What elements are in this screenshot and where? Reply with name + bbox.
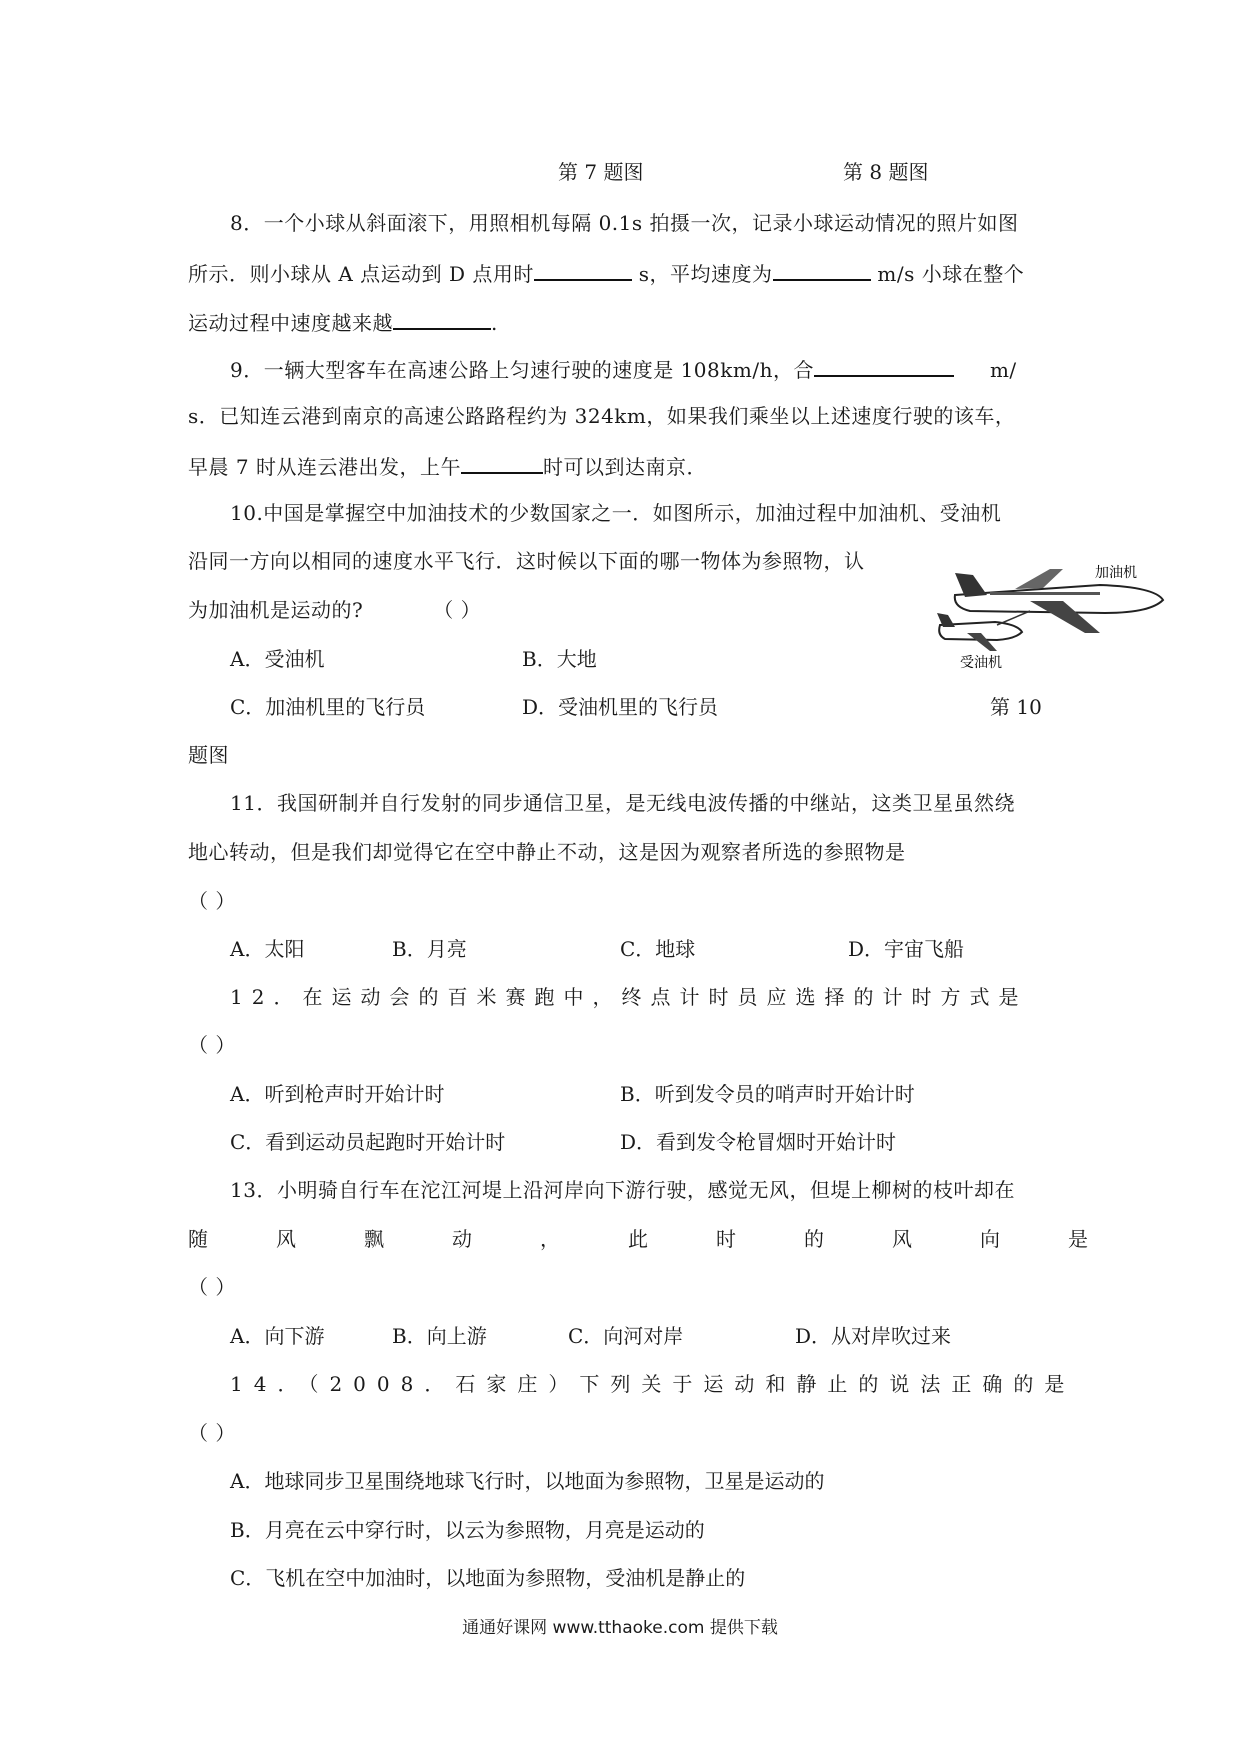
- q11-line-2: 地心转动，但是我们却觉得它在空中静止不动，这是因为观察者所选的参照物是: [188, 840, 906, 864]
- answer-parentheses: （ ）: [433, 598, 482, 622]
- receiver-plane-icon: [937, 611, 1030, 651]
- answer-parentheses: （ ）: [188, 1033, 236, 1057]
- q11-option-c[interactable]: C．地球: [620, 937, 696, 961]
- figure-10-caption-part-1: 第 10: [990, 695, 1042, 719]
- q13-option-d[interactable]: D．从对岸吹过来: [795, 1324, 952, 1348]
- q12-option-a[interactable]: A．听到枪声时开始计时: [230, 1082, 445, 1106]
- figure-10-caption-part-2: 题图: [188, 743, 229, 767]
- q11-option-d[interactable]: D．宇宙飞船: [848, 937, 965, 961]
- q10-line-2: 沿同一方向以相同的速度水平飞行．这时候以下面的哪一物体为参照物，认: [188, 549, 865, 573]
- answer-blank: [534, 257, 632, 281]
- answer-parentheses: （ ）: [188, 889, 236, 913]
- answer-parentheses: （ ）: [188, 1275, 236, 1299]
- q9-line-3: 早晨 7 时从连云港出发，上午 时可以到达南京．: [188, 450, 1048, 482]
- q8-line-3: 运动过程中速度越来越 .: [188, 306, 1048, 338]
- q9-line-1: 9．一辆大型客车在高速公路上匀速行驶的速度是 108km/h，合 m/: [230, 353, 1048, 385]
- q10-line-1: 10.中国是掌握空中加油技术的少数国家之一．如图所示，加油过程中加油机、受油机: [230, 501, 1002, 525]
- q10-option-a[interactable]: A．受油机: [230, 647, 325, 671]
- q10-option-c[interactable]: C．加油机里的飞行员: [230, 695, 426, 719]
- q13-line-1: 13．小明骑自行车在沱江河堤上沿河岸向下游行驶，感觉无风，但堤上柳树的枝叶却在: [230, 1178, 1015, 1202]
- q12-line-1: 12．在运动会的百米赛跑中，终点计时员应选择的计时方式是: [230, 985, 1028, 1009]
- figure-7-caption: 第 7 题图: [558, 160, 644, 184]
- answer-blank: [814, 353, 954, 377]
- q14-line-1: 14．（2008．石家庄）下列关于运动和静止的说法正确的是: [230, 1372, 1076, 1396]
- q14-option-b[interactable]: B．月亮在云中穿行时，以云为参照物，月亮是运动的: [230, 1518, 705, 1542]
- refueling-aircraft-figure: [935, 555, 1175, 675]
- q13-option-b[interactable]: B．向上游: [392, 1324, 487, 1348]
- q10-option-b[interactable]: B．大地: [522, 647, 597, 671]
- q13-line-2: 随风飘动，此时的风向是: [188, 1227, 1156, 1251]
- q10-option-d[interactable]: D．受油机里的飞行员: [522, 695, 719, 719]
- q12-option-c[interactable]: C．看到运动员起跑时开始计时: [230, 1130, 506, 1154]
- page-footer: 通通好课网 www.tthaoke.com 提供下载: [462, 1618, 778, 1638]
- answer-blank: [461, 450, 543, 474]
- q10-line-3: 为加油机是运动的? （ ）: [188, 598, 482, 622]
- tanker-label: 加油机: [1095, 565, 1137, 581]
- q8-line-1: 8．一个小球从斜面滚下，用照相机每隔 0.1s 拍摄一次，记录小球运动情况的照片如图: [230, 211, 1019, 235]
- answer-parentheses: （ ）: [188, 1421, 236, 1445]
- answer-blank: [393, 306, 491, 330]
- receiver-label: 受油机: [960, 655, 1002, 671]
- q11-option-a[interactable]: A．太阳: [230, 937, 305, 961]
- q8-line-2: 所示．则小球从 A 点运动到 D 点用时 s，平均速度为 m/s 小球在整个: [188, 257, 1048, 289]
- q11-line-1: 11．我国研制并自行发射的同步通信卫星，是无线电波传播的中继站，这类卫星虽然绕: [230, 791, 1015, 815]
- q12-option-b[interactable]: B．听到发令员的哨声时开始计时: [620, 1082, 915, 1106]
- q11-option-b[interactable]: B．月亮: [392, 937, 467, 961]
- q14-option-c[interactable]: C．飞机在空中加油时，以地面为参照物，受油机是静止的: [230, 1566, 746, 1590]
- q12-option-d[interactable]: D．看到发令枪冒烟时开始计时: [620, 1130, 897, 1154]
- q13-option-c[interactable]: C．向河对岸: [568, 1324, 684, 1348]
- answer-blank: [773, 257, 871, 281]
- q9-line-2: s．已知连云港到南京的高速公路路程约为 324km，如果我们乘坐以上述速度行驶的该车，: [188, 404, 1016, 428]
- q13-option-a[interactable]: A．向下游: [230, 1324, 325, 1348]
- q14-option-a[interactable]: A．地球同步卫星围绕地球飞行时，以地面为参照物，卫星是运动的: [230, 1469, 825, 1493]
- figure-8-caption: 第 8 题图: [843, 160, 929, 184]
